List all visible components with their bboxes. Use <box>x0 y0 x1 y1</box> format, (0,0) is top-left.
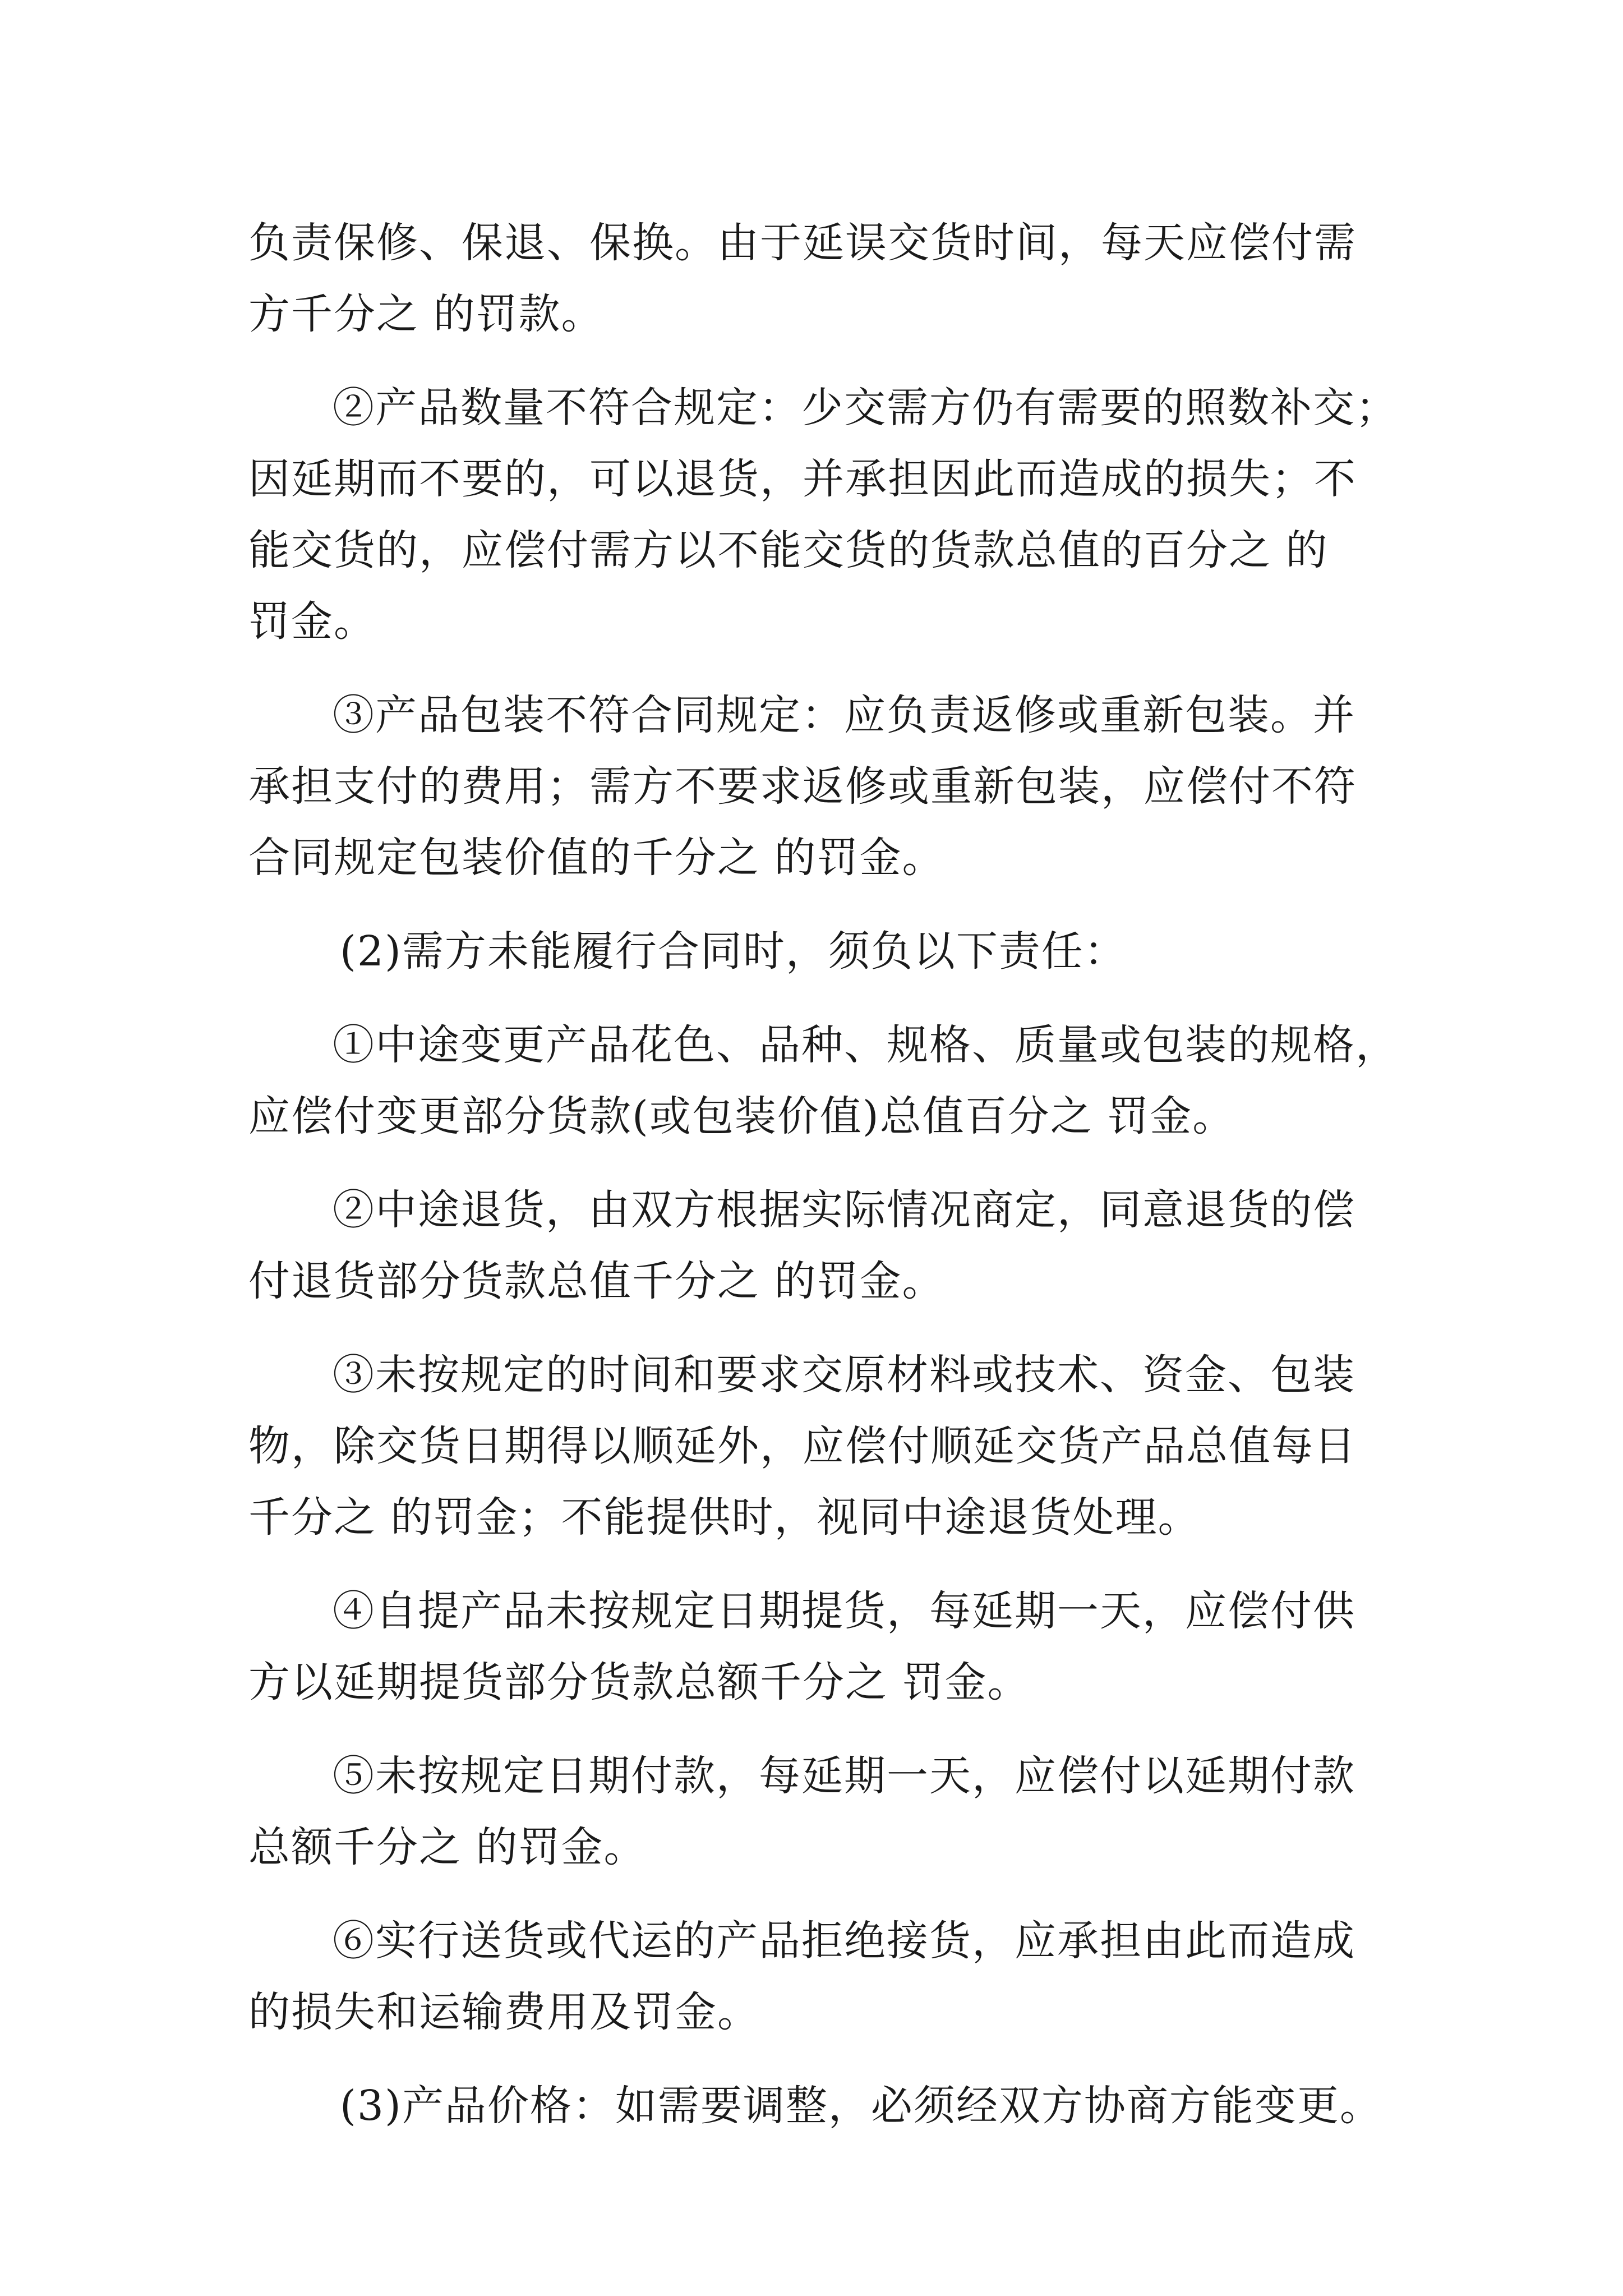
clause-1-change: ①中途变更产品花色、品种、规格、质量或包装的规格， <box>333 1021 1398 1069</box>
text-line: 付退货部分货款总值千分之 的罚金。 <box>248 1257 945 1305</box>
section-2-heading: (2)需方未能履行合同时，须负以下责任： <box>340 927 1127 976</box>
text-line: 应偿付变更部分货款(或包装价值)总值百分之 罚金。 <box>248 1092 1235 1140</box>
text-line: 负责保修、保退、保换。由于延误交货时间，每天应偿付需 <box>248 219 1357 267</box>
text-line: 的损失和运输费用及罚金。 <box>248 1988 760 2036</box>
clause-2-quantity: ②产品数量不符合规定：少交需方仍有需要的照数补交； <box>333 384 1398 432</box>
text-line: 罚金。 <box>248 597 376 646</box>
text-line: 因延期而不要的，可以退货，并承担因此而造成的损失；不 <box>248 455 1357 503</box>
contract-text <box>248 208 1426 2142</box>
clause-2-return: ②中途退货，由双方根据实际情况商定，同意退货的偿 <box>333 1186 1355 1234</box>
text-line: 总额千分之 的罚金。 <box>248 1823 647 1871</box>
clause-6-delivery: ⑥实行送货或代运的产品拒绝接货，应承担由此而造成 <box>333 1917 1355 1965</box>
text-line: 能交货的，应偿付需方以不能交货的货款总值的百分之 的 <box>248 526 1329 574</box>
text-line: 方以延期提货部分货款总额千分之 罚金。 <box>248 1658 1030 1706</box>
text-line: 承担支付的费用；需方不要求返修或重新包装，应偿付不符 <box>248 762 1357 811</box>
text-line: 方千分之 的罚款。 <box>248 290 604 338</box>
clause-3-materials: ③未按规定的时间和要求交原材料或技术、资金、包装 <box>333 1351 1355 1399</box>
clause-5-payment: ⑤未按规定日期付款，每延期一天，应偿付以延期付款 <box>333 1752 1355 1800</box>
section-3-heading: (3)产品价格：如需要调整，必须经双方协商方能变更。 <box>340 2082 1382 2130</box>
text-line: 千分之 的罚金；不能提供时，视同中途退货处理。 <box>248 1493 1201 1542</box>
text-line: 物，除交货日期得以顺延外，应偿付顺延交货产品总值每日 <box>248 1422 1357 1470</box>
clause-3-packaging: ③产品包装不符合同规定：应负责返修或重新包装。并 <box>333 691 1355 739</box>
clause-4-pickup: ④自提产品未按规定日期提货，每延期一天，应偿付供 <box>333 1587 1355 1635</box>
text-line: 合同规定包装价值的千分之 的罚金。 <box>248 834 945 882</box>
